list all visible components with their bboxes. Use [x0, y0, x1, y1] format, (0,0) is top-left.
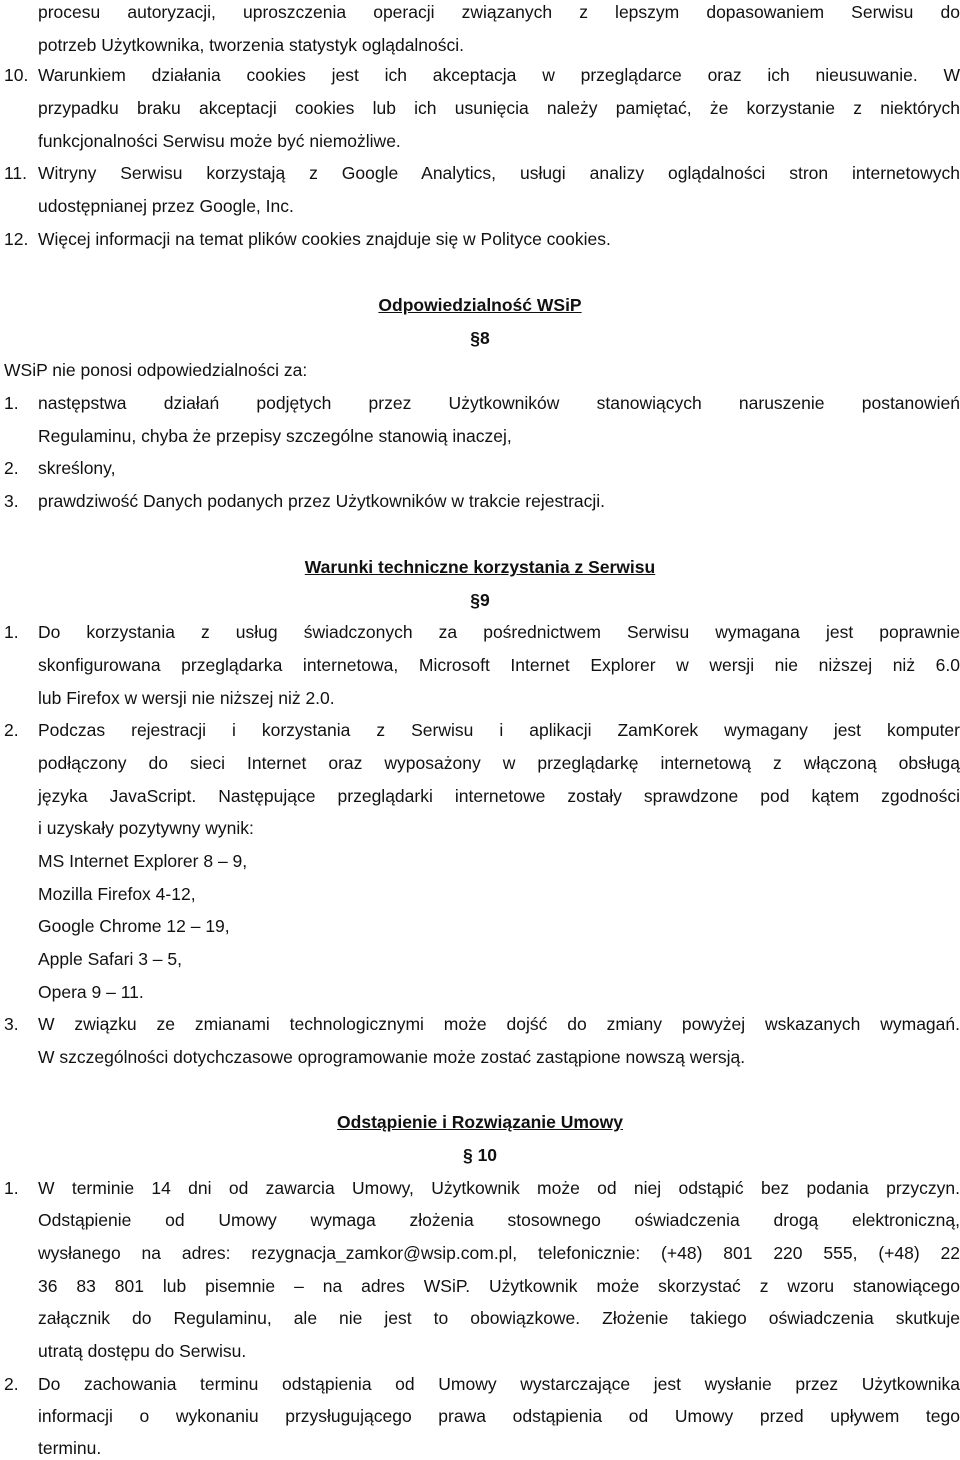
section-10-paragraph-mark: § 10	[462, 1145, 498, 1165]
section-10-title: Odstąpienie i Rozwiązanie Umowy	[337, 1112, 623, 1132]
item-10-number: 10.	[4, 65, 29, 85]
section-10-item-2-number: 2.	[4, 1374, 19, 1394]
section-8-item-1-line-2: Regulaminu, chyba że przepisy szczególne stanowią inaczej,	[38, 426, 512, 446]
section-9-item-2-line-4: i uzyskały pozytywny wynik:	[38, 818, 254, 838]
section-8-lead: WSiP nie ponosi odpowiedzialności za:	[4, 360, 308, 380]
browser-item: Mozilla Firefox 4-12,	[38, 884, 196, 904]
item-11-line-2: udostępnianej przez Google, Inc.	[38, 196, 294, 216]
section-8-title: Odpowiedzialność WSiP	[378, 295, 582, 315]
item-11-line-1: Witryny Serwisu korzystają z Google Analytics, usługi analizy oglądalności stron internetowych	[38, 163, 960, 183]
item-12-number: 12.	[4, 229, 29, 249]
item-12-line-1: Więcej informacji na temat plików cookies znajduje się w Polityce cookies.	[38, 229, 611, 249]
section-9-item-3-line-2: W szczególności dotychczasowe oprogramowanie może zostać zastąpione nowszą wersją.	[38, 1047, 746, 1067]
section-8-paragraph-mark: §8	[470, 328, 490, 348]
item-10-line-3: funkcjonalności Serwisu może być niemożliwe.	[38, 131, 401, 151]
section-9-paragraph-mark: §9	[470, 590, 490, 610]
section-10-item-1-line-1: W terminie 14 dni od zawarcia Umowy, Użytkownik może od niej odstąpić bez podania przyczyn.	[38, 1178, 960, 1198]
section-9-item-1-line-1: Do korzystania z usług świadczonych za pośrednictwem Serwisu wymagana jest poprawnie	[38, 622, 960, 642]
section-10-item-1-number: 1.	[4, 1178, 19, 1198]
section-10-item-2-line-2: informacji o wykonaniu przysługującego prawa odstąpienia od Umowy przed upływem tego	[38, 1406, 960, 1426]
section-10-item-1-line-4: 36 83 801 lub pisemnie – na adres WSiP. Użytkownik może skorzystać z wzoru stanowiącego	[38, 1276, 960, 1296]
browser-item: Apple Safari 3 – 5,	[38, 949, 182, 969]
browser-item: Google Chrome 12 – 19,	[38, 916, 230, 936]
section-8-item-1-number: 1.	[4, 393, 19, 413]
section-9-item-3-number: 3.	[4, 1014, 19, 1034]
browser-item: MS Internet Explorer 8 – 9,	[38, 851, 248, 871]
section-8-item-2-line-1: skreślony,	[38, 458, 116, 478]
section-9-item-2-line-2: podłączony do sieci Internet oraz wyposażony w przeglądarkę internetową z włączoną obsługą	[38, 753, 960, 773]
intro-line-1: procesu autoryzacji, uproszczenia operacji związanych z lepszym dopasowaniem Serwisu do	[38, 2, 960, 22]
item-10-line-1: Warunkiem działania cookies jest ich akceptacja w przeglądarce oraz ich nieusuwanie. W	[38, 65, 960, 85]
intro-line-2: potrzeb Użytkownika, tworzenia statystyk oglądalności.	[38, 35, 465, 55]
section-9-title: Warunki techniczne korzystania z Serwisu	[304, 557, 656, 577]
section-9-item-2-line-3: języka JavaScript. Następujące przeglądarki internetowe zostały sprawdzone pod kątem zgodności	[38, 786, 960, 806]
section-8-item-1-line-1: następstwa działań podjętych przez Użytkowników stanowiących naruszenie postanowień	[38, 393, 960, 413]
section-10-item-1-line-6: utratą dostępu do Serwisu.	[38, 1341, 247, 1361]
section-8-item-3-number: 3.	[4, 491, 19, 511]
section-9-item-2-number: 2.	[4, 720, 19, 740]
section-9-item-2-line-1: Podczas rejestracji i korzystania z Serwisu i aplikacji ZamKorek wymagany jest komputer	[38, 720, 960, 740]
section-8-item-2-number: 2.	[4, 458, 19, 478]
browser-item: Opera 9 – 11.	[38, 982, 144, 1002]
section-10-item-1-line-5: załącznik do Regulaminu, ale nie jest to obowiązkowe. Złożenie takiego oświadczenia skutkuje	[38, 1308, 960, 1328]
item-11-number: 11.	[4, 163, 28, 183]
item-10-line-2: przypadku braku akceptacji cookies lub ich usunięcia należy pamiętać, że korzystanie z niektórych	[38, 98, 960, 118]
section-10-item-2-line-3: terminu.	[38, 1438, 102, 1458]
section-10-item-2-line-1: Do zachowania terminu odstąpienia od Umowy wystarczające jest wysłanie przez Użytkownika	[38, 1374, 960, 1394]
section-10-item-1-line-3: wysłanego na adres: rezygnacja_zamkor@wsip.com.pl, telefonicznie: (+48) 801 220 555, (+48) 22	[38, 1243, 960, 1263]
section-9-item-1-line-2: skonfigurowana przeglądarka internetowa, Microsoft Internet Explorer w wersji nie niższej niż 6.0	[38, 655, 960, 675]
section-9-item-1-number: 1.	[4, 622, 19, 642]
section-9-item-3-line-1: W związku ze zmianami technologicznymi może dojść do zmiany powyżej wskazanych wymagań.	[38, 1014, 960, 1034]
section-9-item-1-line-3: lub Firefox w wersji nie niższej niż 2.0.	[38, 688, 335, 708]
section-8-item-3-line-1: prawdziwość Danych podanych przez Użytkowników w trakcie rejestracji.	[38, 491, 606, 511]
section-10-item-1-line-2: Odstąpienie od Umowy wymaga złożenia stosownego oświadczenia drogą elektroniczną,	[38, 1210, 960, 1230]
